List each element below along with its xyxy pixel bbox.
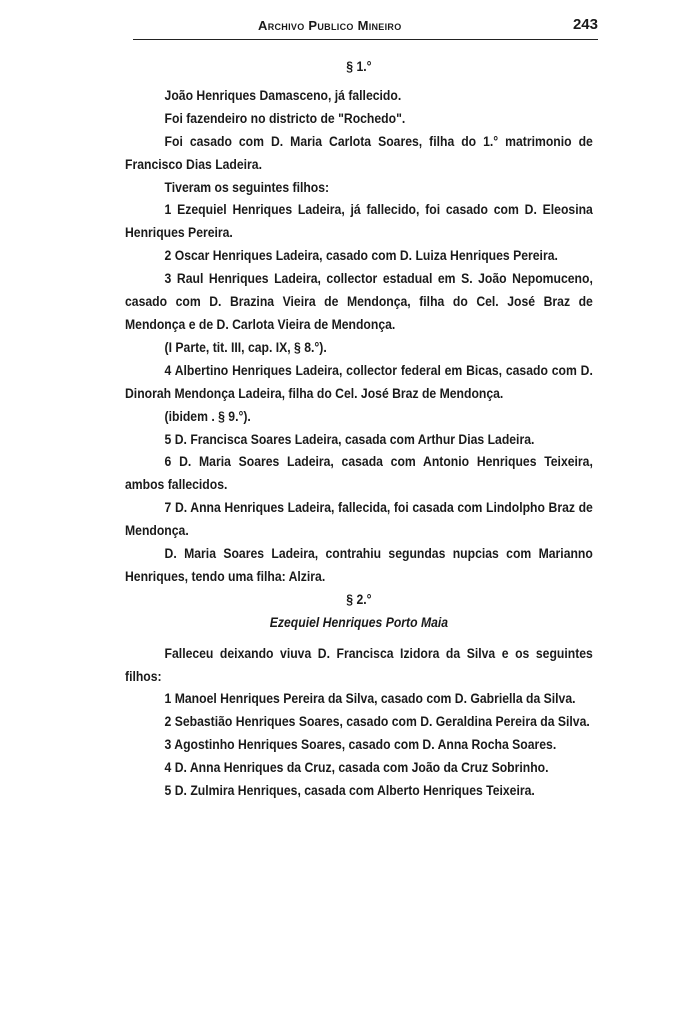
citation: (I Parte, tit. III, cap. IX, § 8.°). (164, 339, 327, 356)
list-item: 4 Albertino Henriques Ladeira, collector federal em Bicas, casado com D. Dinorah Mendonça Ladeira, filha do Cel. José Braz de Mendonça. (125, 362, 593, 402)
running-header (133, 16, 598, 36)
list-item: 2 Sebastião Henriques Soares, casado com D. Geraldina Pereira da Silva. (164, 714, 590, 731)
body-text (125, 56, 593, 803)
list-item: 5 D. Francisca Soares Ladeira, casada com Arthur Dias Ladeira. (164, 431, 535, 448)
list-item: 1 Manoel Henriques Pereira da Silva, casado com D. Gabriella da Silva. (164, 691, 576, 708)
paragraph: D. Maria Soares Ladeira, contrahiu segundas nupcias com Marianno Henriques, tendo uma filha: Alzira. (125, 546, 593, 585)
section-heading: § 1.° (346, 59, 372, 75)
paragraph: João Henriques Damasceno, já fallecido. (164, 87, 402, 104)
paragraph: Falleceu deixando viuva D. Francisca Izidora da Silva e os seguintes filhos: (125, 645, 593, 685)
header-rule (133, 39, 598, 40)
citation: (ibidem . § 9.°). (164, 408, 251, 425)
paragraph: Foi fazendeiro no districto de "Rochedo". (164, 110, 406, 127)
list-item: 1 Ezequiel Henriques Ladeira, já fallecido, foi casado com D. Eleosina Henriques Pereira. (125, 202, 593, 242)
list-item: 2 Oscar Henriques Ladeira, casado com D. Luiza Henriques Pereira. (164, 248, 558, 265)
list-item: 3 Raul Henriques Ladeira, collector estadual em S. João Nepomuceno, casado com D. Brazina Vieira de Mendonça, filha do Cel. José Braz de Mendonça e de D. Carlota Vieira de Mendonça. (125, 271, 593, 333)
list-item: 6 D. Maria Soares Ladeira, casada com Antonio Henriques Teixeira, ambos fallecidos. (125, 454, 593, 494)
list-item: 4 D. Anna Henriques da Cruz, casada com João da Cruz Sobrinho. (164, 760, 549, 777)
paragraph: Foi casado com D. Maria Carlota Soares, filha do 1.° matrimonio de Francisco Dias Ladeira. (125, 133, 593, 173)
list-item: 3 Agostinho Henriques Soares, casado com D. Anna Rocha Soares. (164, 737, 557, 754)
section-subheading: Ezequiel Henriques Porto Maia (269, 614, 449, 631)
paragraph: Tiveram os seguintes filhos: (164, 179, 330, 196)
section-heading: § 2.° (346, 591, 372, 608)
header-title: Archivo Publico Mineiro (258, 18, 402, 33)
page-number: 243 (572, 16, 598, 33)
list-item: 7 D. Anna Henriques Ladeira, fallecida, foi casada com Lindolpho Braz de Mendonça. (125, 500, 593, 540)
list-item: 5 D. Zulmira Henriques, casada com Alberto Henriques Teixeira. (164, 783, 535, 800)
